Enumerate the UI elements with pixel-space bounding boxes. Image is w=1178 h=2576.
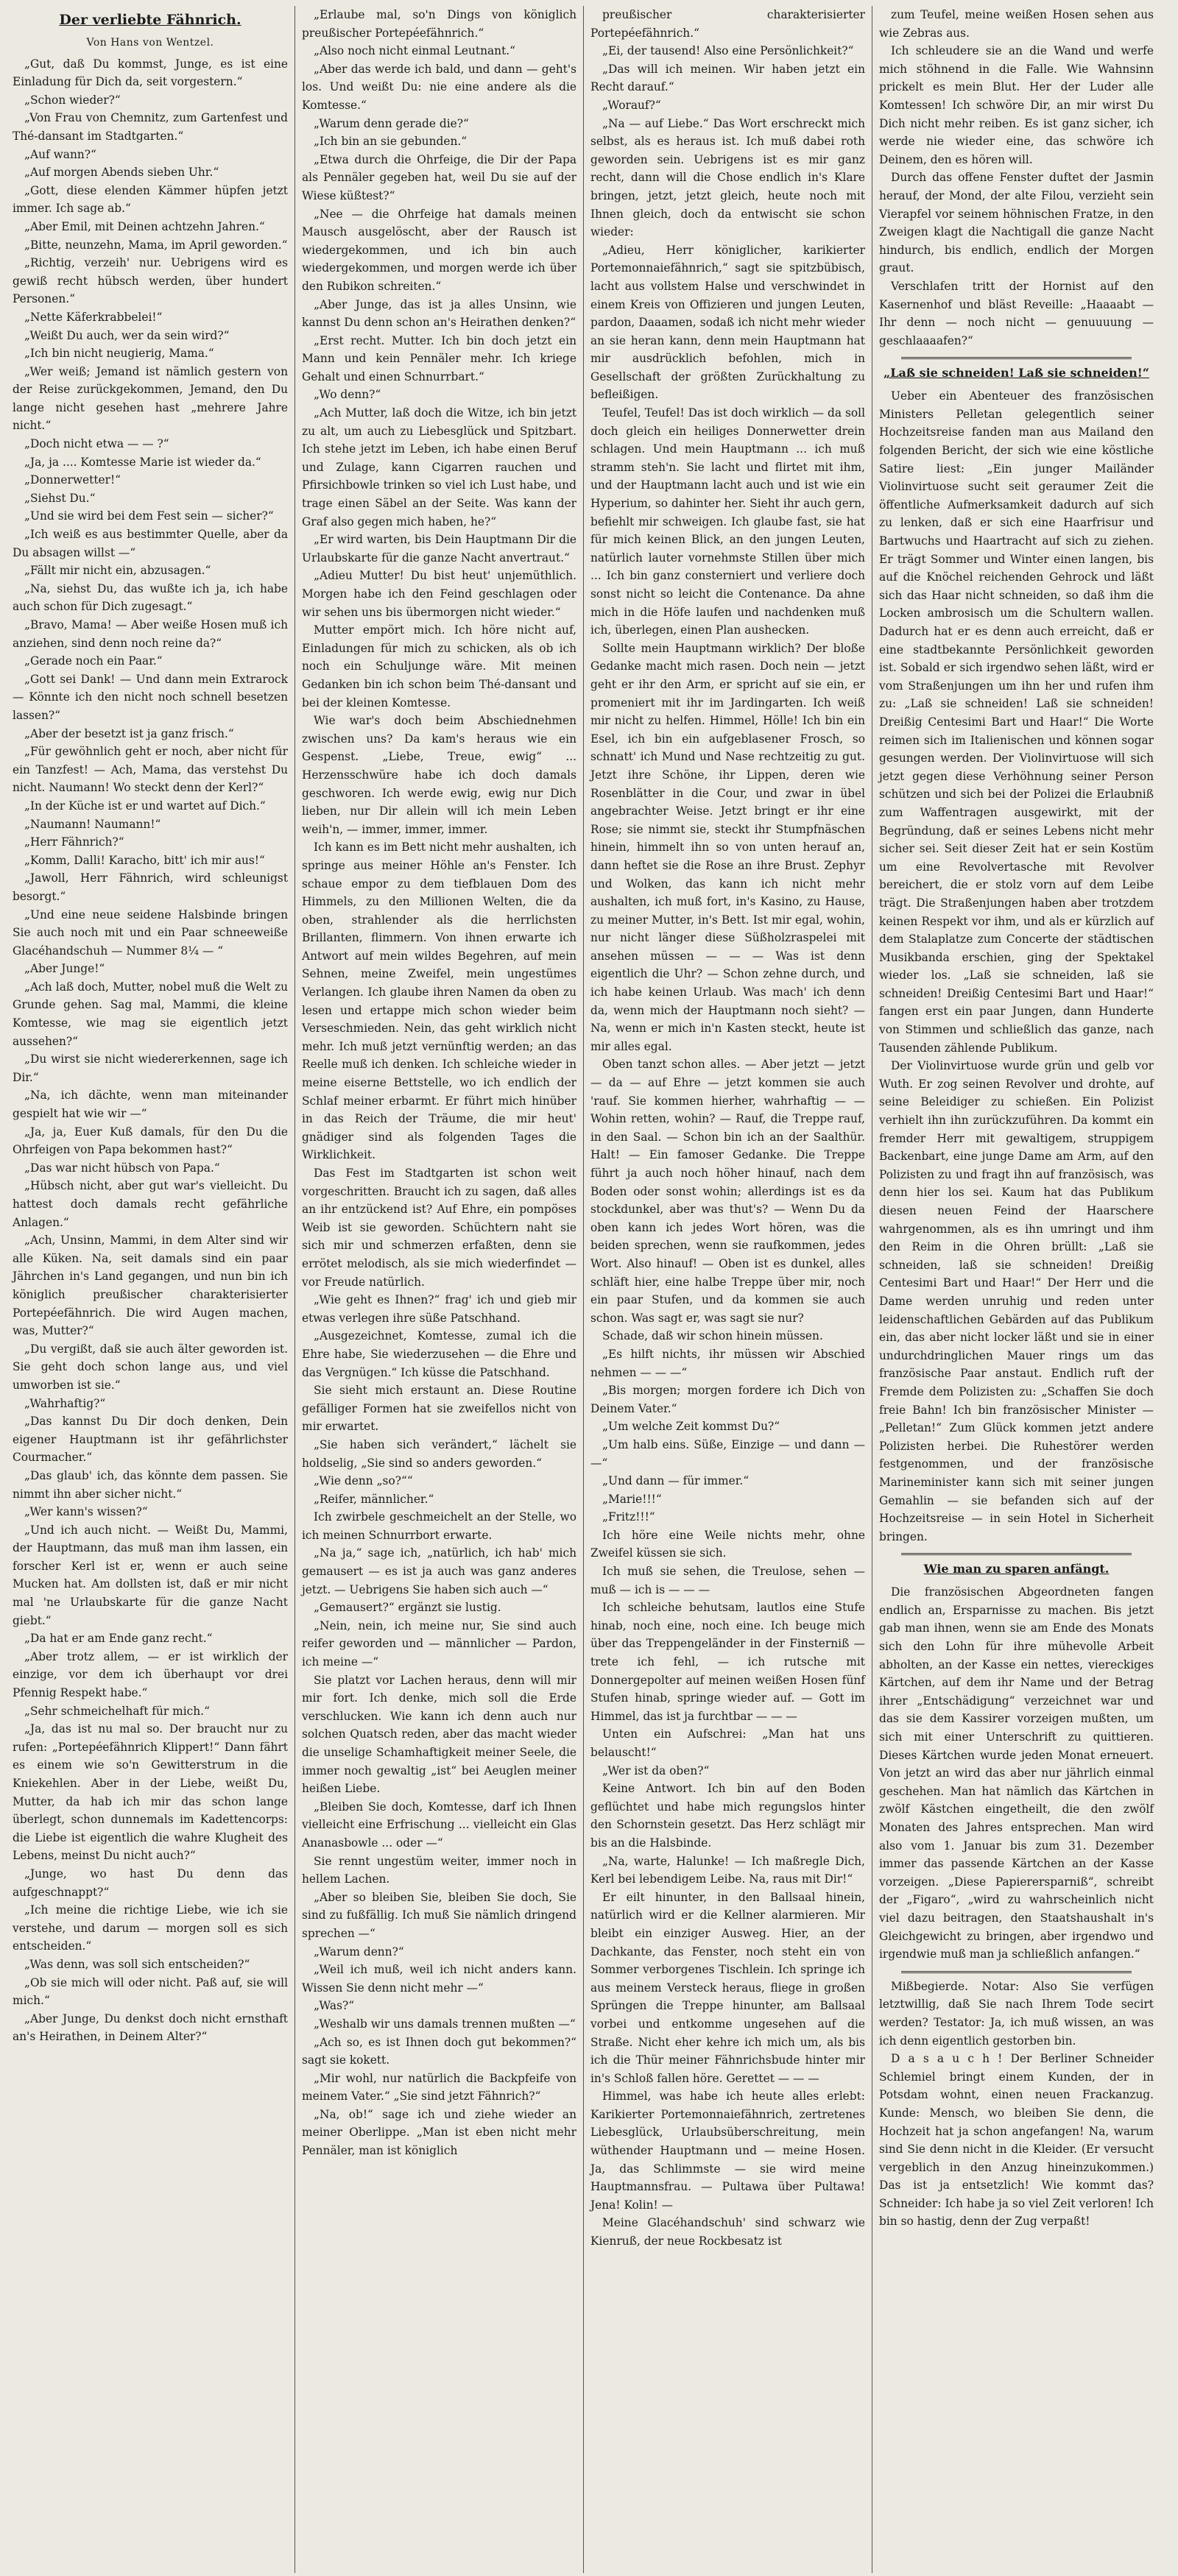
paragraph: „Aber Junge, das ist ja alles Unsinn, wie kannst Du denn schon an's Heirathen denken?“ xyxy=(302,297,576,330)
paragraph: „Gerade noch ein Paar.“ xyxy=(24,654,163,668)
paragraph: „Um welche Zeit kommst Du?“ xyxy=(602,1420,780,1434)
paragraph: „Erlaube mal, so'n Dings von königlich preußischer Portepéefähnrich.“ xyxy=(302,8,576,40)
article-haircut-text xyxy=(879,387,1154,1546)
paragraph: „Nette Käferkrabbelei!“ xyxy=(24,310,163,324)
article-saving-text xyxy=(879,1583,1154,1963)
paragraph: „Gut, daß Du kommst, Junge, es ist eine Einladung für Dich da, seit vorgestern.“ xyxy=(13,57,288,89)
paragraph: „Nee — die Ohrfeige hat damals meinen Mausch ausgelöscht, aber der Rausch ist wiedergekommen, und ich bin auch wiedergekommen, und morgen werde ich über den Rubikon schreiten.“ xyxy=(302,207,576,293)
paragraph: „Wer weiß; Jemand ist nämlich gestern von der Reise zurückgekommen, Jemand, den Du lange nicht gesehen hast „mehrere Jahre nicht.“ xyxy=(13,364,288,433)
paragraph: „Ich bin nicht neugierig, Mama.“ xyxy=(24,347,214,361)
paragraph: „Nein, nein, ich meine nur, Sie sind auch reifer geworden und — männlicher — Pardon, ich meine —“ xyxy=(302,1618,576,1669)
paragraph: „Erst recht. Mutter. Ich bin doch jetzt ein Mann und kein Pennäler mehr. Ich kriege Gehalt und einen Schnurrbart.“ xyxy=(302,333,576,383)
paragraph: „Aber Emil, mit Deinen achtzehn Jahren.“ xyxy=(24,219,265,233)
paragraph: „Fällt mir nicht ein, abzusagen.“ xyxy=(24,564,211,578)
paragraph: „Warum denn?“ xyxy=(314,1945,404,1958)
section-divider xyxy=(901,357,1132,359)
paragraph: Verschlafen tritt der Hornist auf den Kasernenhof und bläst Reveille: „Haaaabt — Ihr denn — noch nicht — genuuuung — geschlaaaafen?“ xyxy=(879,279,1154,347)
paragraph: „Das will ich meinen. Wir haben jetzt ein Recht darauf.“ xyxy=(590,62,865,94)
paragraph: „Adieu Mutter! Du bist heut' unjemüthlich. Morgen habe ich den Feind geschlagen oder wir sehen uns bis übermorgen nicht wieder.“ xyxy=(302,569,576,619)
section-divider xyxy=(901,1971,1132,1973)
paragraph: „Gott, diese elenden Kämmer hüpfen jetzt immer. Ich sage ab.“ xyxy=(13,183,288,216)
paragraph: „Bitte, neunzehn, Mama, im April geworden.“ xyxy=(24,238,288,252)
paragraph: „Wo denn?“ xyxy=(314,388,381,402)
paragraph: „Aber der besetzt ist ja ganz frisch.“ xyxy=(24,726,234,740)
paragraph: „Adieu, Herr königlicher, karikierter Portemonnaiefähnrich,“ sagt sie spitzbübisch, lacht aus vollstem Halse und verschwindet in einem Kreis von Offizieren und jungen Leuten, pardon, Daaamen, sodaß ich nicht mehr wieder an sie heran kann, denn mein Hauptmann hat mir ausdrücklich befohlen, mich in Gesellschaft der größten Zurückhaltung zu befleißigen. xyxy=(590,243,865,402)
column-1 xyxy=(6,6,294,2573)
paragraph: Schade, daß wir schon hinein müssen. xyxy=(602,1329,823,1343)
paragraph: „Wie denn „so?““ xyxy=(314,1474,413,1488)
paragraph: Meine Glacéhandschuh' sind schwarz wie Kienruß, der neue Rockbesatz ist xyxy=(590,2216,865,2248)
misc-anecdotes xyxy=(879,1978,1154,2231)
paragraph: „Etwa durch die Ohrfeige, die Dir der Papa als Pennäler gegeben hat, weil Du sie auf der Wiese küßtest?“ xyxy=(302,152,576,202)
paragraph: preußischer charakterisierter Portepéefähnrich.“ xyxy=(590,8,865,40)
paragraph: „Auf wann?“ xyxy=(24,147,96,161)
paragraph: „Das kannst Du Dir doch denken, Dein eigener Hauptmann ist ihr gefährlichster Courmacher.“ xyxy=(13,1415,288,1465)
paragraph: „Aber Junge, Du denkst doch nicht ernsthaft an's Heirathen, in Deinem Alter?“ xyxy=(13,2011,288,2044)
paragraph: Unten ein Aufschrei: „Man hat uns belauscht!“ xyxy=(590,1727,865,1759)
paragraph: „Junge, wo hast Du denn das aufgeschnappt?“ xyxy=(13,1866,288,1899)
paragraph: „Ich weiß es aus bestimmter Quelle, aber da Du absagen willst —“ xyxy=(13,528,288,559)
paragraph: „Da hat er am Ende ganz recht.“ xyxy=(24,1632,213,1646)
paragraph: „Du vergißt, daß sie auch älter geworden ist. Sie geht doch schon lange aus, und viel umworben ist sie.“ xyxy=(13,1342,288,1392)
paragraph: „Na, warte, Halunke! — Ich maßregle Dich, Kerl bei lebendigem Leibe. Na, raus mit Dir!“ xyxy=(590,1854,865,1886)
paragraph: „In der Küche ist er und wartet auf Dich.“ xyxy=(24,799,266,813)
paragraph: zum Teufel, meine weißen Hosen sehen aus wie Zebras aus. xyxy=(879,8,1154,40)
paragraph: „Gemausert?“ ergänzt sie lustig. xyxy=(314,1601,501,1615)
paragraph: Oben tanzt schon alles. — Aber jetzt — jetzt — da — auf Ehre — jetzt kommen sie auch 'rauf. Sie kommen hierher, wahrhaftig — — Wohin retten, wohin? — Rauf, die Treppe rauf, in den Saal. — Schon bin ich an der Saalthür. Halt! — Ein famoser Gedanke. Die Treppe führt ja auch noch höher hinauf, nach dem Boden oder sonst wohin; allerdings ist es da stockdunkel, aber was thut's? — Wenn Du da oben kann ich jedes Wort hören, was die beiden sprechen, wenn sie raufkommen, jedes Wort. Also hinauf! — Oben ist es dunkel, alles schläft hier, eine halbe Treppe über mir, noch ein paar Stufen, und da kommen sie auch schon. Was sagt er, was sagt sie nur? xyxy=(590,1058,865,1325)
paragraph: „Ach so, es ist Ihnen doch gut bekommen?“ sagt sie kokett. xyxy=(302,2035,576,2067)
paragraph: „Aber Junge!“ xyxy=(24,962,105,976)
column-2 xyxy=(294,6,583,2573)
paragraph: „Von Frau von Chemnitz, zum Gartenfest und Thé-dansant im Stadtgarten.“ xyxy=(13,111,288,143)
paragraph: Durch das offene Fenster duftet der Jasmin herauf, der Mond, der alte Filou, verzieht sein Vierapfel vor seinem höhnischen Fratze, in den Zweigen klagt die Nachtigall die ganze Nacht hindurch, bis endlich, endlich der Morgen graut. xyxy=(879,171,1154,275)
paragraph: „Ja, das ist nu mal so. Der braucht nur zu rufen: „Portepéefähnrich Klippert!“ Dann fährt es einem wie so'n Gewitterstrum in die Kniekehlen. Aber in der Liebe, weißt Du, Mutter, da hab ich mir das schon lange überlegt, schon dunnemals im Kadettencorps: die Liebe ist eigentlich die wahre Klugheit des Lebens, meinst Du nicht auch?“ xyxy=(13,1722,288,1863)
paragraph: „Na, siehst Du, das wußte ich ja, ich habe auch schon für Dich zugesagt.“ xyxy=(13,581,288,614)
paragraph: „Schon wieder?“ xyxy=(24,93,121,107)
story-title: Der verliebte Fähnrich. xyxy=(59,12,241,28)
paragraph: „Er wird warten, bis Dein Hauptmann Dir die Urlaubskarte für die ganze Nacht anvertraut.“ xyxy=(302,533,576,565)
paragraph: „Weil ich muß, weil ich nicht anders kann. Wissen Sie denn nicht mehr —“ xyxy=(302,1963,576,1995)
article-headline-haircut: „Laß sie schneiden! Laß sie schneiden!“ xyxy=(884,366,1149,381)
paragraph: Teufel, Teufel! Das ist doch wirklich — da soll doch gleich ein heiliges Donnerwetter drein schlagen. Und mein Hauptmann ... ich muß stramm steh'n. Sie lacht und flirtet mit ihm, und der Hauptmann lacht auch und ist wie ein Hyperium, so dahinter her. Sieht ihr auch gern, befiehlt mir schweigen. Ich glaube fast, sie hat für mich keinen Blick, an den jungen Leuten, natürlich lauter vornehmste Stillen über mich ... Ich bin ganz consterniert und verliere doch sonst nicht so leicht die Contenance. Da ahne mich in die Höfe laufen und nachdenken muß ich, überlegen, einen Plan aushecken. xyxy=(590,406,865,637)
paragraph: „Und ich auch nicht. — Weißt Du, Mammi, der Hauptmann, das muß man ihm lassen, ein forscher Kerl ist er, wenn er auch seine Mucken hat. Am dollsten ist, daß er mir nicht mal 'ne Urlaubskarte für die ganze Nacht giebt.“ xyxy=(13,1523,288,1627)
paragraph: Die französischen Abgeordneten fangen endlich an, Ersparnisse zu machen. Bis jetzt gab man ihnen, wenn sie am Ende des Monats sich den Lohn für ihre mühevolle Arbeit abholten, an der Kasse ein nettes, viereckiges Kärtchen, auf dem ihr Name und der Betrag ihrer „Entschädigung“ verzeichnet war und das sie dem Kassirer vorzeigen mußten, um sich mit einer Unterschrift zu quittieren. Dieses Kärtchen wurde jeden Monat erneuert. Von jetzt an wird das aber nur jährlich einmal geschehen. Man hat nämlich das Kärtchen in zwölf Kästchen eingetheilt, die den zwölf Monaten des Jahres entsprechen. Man wird also vom 1. Januar bis zum 31. Dezember immer das passende Kärtchen an der Kasse vorzeigen. „Diese Papierersparniß“, schreibt der „Figaro“, „wird zu wahrscheinlich nicht viel dazu beitragen, den Staatshaushalt in's Gleichgewicht zu bringen, aber irgendwo und irgendwie muß man ja schließlich anfangen.“ xyxy=(879,1585,1154,1961)
paragraph: „Wie geht es Ihnen?“ frag' ich und gieb mir etwas verlegen ihre süße Patschhand. xyxy=(302,1293,576,1325)
paragraph: Sie platzt vor Lachen heraus, denn will mir mir fort. Ich denke, mich soll die Erde verschlucken. Wie kann ich denn auch nur solchen Quatsch reden, aber das macht wieder die unselige Schamhaftigkeit meiner Seele, die immer noch gewaltig „ist“ bei Aeuglen meiner heißen Liebe. xyxy=(302,1673,576,1796)
paragraph: Himmel, was habe ich heute alles erlebt: Karikierter Portemonnaiefähnrich, zertretenes Liebesglück, Urlaubsüberschreitung, mein wüthender Hauptmann und — meine Hosen. Ja, das Schlimmste — sie wird meine Hauptmannsfrau. — Pultawa über Pultawa! Jena! Kolin! — xyxy=(590,2090,865,2212)
paragraph: „Wer ist da oben?“ xyxy=(602,1763,710,1777)
paragraph: „Aber das werde ich bald, und dann — geht's los. Und weißt Du: nie eine andere als die Komtesse.“ xyxy=(302,62,576,112)
paragraph: „Ich bin an sie gebunden.“ xyxy=(314,135,468,149)
paragraph: „Doch nicht etwa — — ?“ xyxy=(24,437,169,451)
paragraph: „Sehr schmeichelhaft für mich.“ xyxy=(24,1704,210,1718)
paragraph: „Worauf?“ xyxy=(602,98,661,112)
paragraph: „Na — auf Liebe.“ Das Wort erschreckt mich selbst, als es heraus ist. Ich muß dabei roth geworden sein. Uebrigens ist es mir ganz recht, dann will die Chose endlich in's Klare bringen, jetzt, jetzt gleich, heute noch mit Ihnen gleich, doch da entwischt sie schon wieder: xyxy=(590,116,865,239)
paragraph: Ich muß sie sehen, die Treulose, sehen — muß — ich is — — — xyxy=(590,1565,865,1596)
paragraph: Der Violinvirtuose wurde grün und gelb vor Wuth. Er zog seinen Revolver und drohte, auf seine Beleidiger zu schießen. Ein Polizist verhielt ihn ihn zurückzuführen. Da kommt ein fremder Herr mit gewaltigem, struppigem Backenbart, eine junge Dame am Arm, auf den Polizisten zu und fragt ihn auf französisch, was denn hier los sei. Kaum hat das Publikum diesen neuen Feind der Haarschere wahrgenommen, als es ihn umringt und ihm den Reim in die Ohren brüllt: „Laß sie schneiden, laß sie schneiden! Dreißig Centesimi Bart und Haar!“ Der Herr und die Dame werden unruhig und reden unter leidenschaftlichen Gebärden auf das Publikum ein, das aber nicht locker läßt und sie in einer undurchdringlichen Mauer rings um das französische Paar anstaut. Endlich ruft der Fremde dem Polizisten zu: „Schaffen Sie doch freie Bahn! Ich bin französischer Minister — „Pelletan!“ Zum Glück kommen jetzt andere Polizisten herbei. Die Ruhestörer werden festgenommen, und der französische Marineminister kann sich mit seiner jungen Gemahlin — sie befanden sich auf der Hochzeitsreise — in sein Hotel in Sicherheit bringen. xyxy=(879,1059,1154,1543)
paragraph: D a s a u c h ! Der Berliner Schneider Schlemiel bringt einem Kunden, der in Potsdam wohnt, einen neuen Frackanzug. Kunde: Mensch, wo bleiben Sie denn, die Hochzeit hat ja schon angefangen! Na, warum sind Sie denn nicht in die Kleider. (Er versucht vergeblich in den Anzug hineinzukommen.) Das ist ja entsetzlich! Wie kommt das? Schneider: Ich habe ja so viel Zeit verloren! Ich bin so hastig, denn der Zug verpaßt! xyxy=(879,2052,1154,2229)
column-3 xyxy=(583,6,872,2573)
paragraph: „Ei, der tausend! Also eine Persönlichkeit?“ xyxy=(602,44,854,58)
paragraph: Wie war's doch beim Abschiednehmen zwischen uns? Da kam's heraus wie ein Gespenst. „Liebe, Treue, ewig“ ... Herzensschwüre habe ich doch damals geschworen. Ich werde ewig, ewig nur Dich lieben, nur Dir allein will ich mein Leben weih'n, — immer, immer, immer. xyxy=(302,714,576,836)
paragraph: „Mir wohl, nur natürlich die Backpfeife von meinem Vater.“ „Sie sind jetzt Fähnrich?“ xyxy=(302,2071,576,2103)
paragraph: „Ach, Unsinn, Mammi, in dem Alter sind wir alle Küken. Na, seit damals sind ein paar Jährchen in's Land gegangen, und nun bin ich königlich preußischer charakterisierter Portepéefähnrich. Die wird Augen machen, was, Mutter?“ xyxy=(13,1234,288,1338)
paragraph: „Hübsch nicht, aber gut war's vielleicht. Du hattest doch damals recht gefährliche Anlagen.“ xyxy=(13,1179,288,1229)
paragraph: „Bravo, Mama! — Aber weiße Hosen muß ich anziehen, sind denn noch reine da?“ xyxy=(13,618,288,650)
paragraph: „Ach laß doch, Mutter, nobel muß die Welt zu Grunde gehen. Sag mal, Mammi, die kleine Komtesse, wie mag sie eigentlich jetzt aussehen?“ xyxy=(13,980,288,1048)
paragraph: „Ich meine die richtige Liebe, wie ich sie verstehe, und darum — morgen soll es sich entscheiden.“ xyxy=(13,1903,288,1953)
paragraph: „Für gewöhnlich geht er noch, aber nicht für ein Tanzfest! — Ach, Mama, das verstehst Du nicht. Naumann! Wo steckt denn der Kerl?“ xyxy=(13,745,288,795)
paragraph: „Bis morgen; morgen fordere ich Dich von Deinem Vater.“ xyxy=(590,1384,865,1415)
paragraph: „Donnerwetter!“ xyxy=(24,473,121,487)
paragraph: „Naumann! Naumann!“ xyxy=(24,817,161,831)
paragraph: „Siehst Du.“ xyxy=(24,491,96,505)
paragraph: „Na ja,“ sage ich, „natürlich, ich hab' mich gemausert — es ist ja auch was ganz anderes jetzt. — Uebrigens Sie haben sich auch —“ xyxy=(302,1546,576,1596)
paragraph: „Ja, ja .... Komtesse Marie ist wieder da.“ xyxy=(24,455,261,469)
paragraph: „Ausgezeichnet, Komtesse, zumal ich die Ehre habe, Sie wiederzusehen — die Ehre und das Vergnügen.“ Ich küsse die Patschhand. xyxy=(302,1329,576,1379)
paragraph: „Das war nicht hübsch von Papa.“ xyxy=(24,1161,220,1175)
paragraph: Sie rennt ungestüm weiter, immer noch in hellem Lachen. xyxy=(302,1854,576,1886)
paragraph: Ich höre eine Weile nichts mehr, ohne Zweifel küssen sie sich. xyxy=(590,1528,865,1560)
paragraph: „Richtig, verzeih' nur. Uebrigens wird es gewiß recht hübsch werden, über hundert Personen.“ xyxy=(13,256,288,306)
paragraph: „Also noch nicht einmal Leutnant.“ xyxy=(314,44,516,58)
paragraph: „Jawoll, Herr Fähnrich, wird schleunigst besorgt.“ xyxy=(13,871,288,903)
paragraph: „Bleiben Sie doch, Komtesse, darf ich Ihnen vielleicht eine Erfrischung ... vielleicht ein Glas Ananasbowle ... oder —“ xyxy=(302,1800,576,1850)
paragraph: Ueber ein Abenteuer des französischen Ministers Pelletan gelegentlich seiner Hochzeitsreise fanden man aus Mailand den folgenden Bericht, der sich wie eine köstliche Satire liest: „Ein junger Mailänder Violinvirtuose sucht seit geraumer Zeit die öffentliche Aufmerksamkeit dadurch auf sich zu lenken, daß er sich eine Haarfrisur und Bartwuchs und Haartracht auf sich zu ziehen. Er trägt Sommer und Winter einen langen, bis auf die Knöchel reichenden Gehrock und läßt sich das Haar nicht schneiden, so daß ihm die Locken ambrosisch um die Schultern wallen. Dadurch hat er es denn auch erreicht, daß er eine stadtbekannte Persönlichkeit geworden ist. Sobald er sich irgendwo sehen läßt, wird er vom Straßenjungen um ihn her und rufen ihm zu: „Laß sie schneiden! Laß sie schneiden! Dreißig Centesimi Bart und Haar!“ Die Worte reimen sich im Italienischen und können sogar gesungen werden. Der Violinvirtuose will sich jetzt gegen diese Verhöhnung seiner Person schützen und sich bei der Polizei die Erlaubniß zum Waffentragen ausgewirkt, mit der Begründung, daß er seines Lebens nicht mehr sicher sei. Seit dieser Zeit hat er sein Kostüm um eine Revolvertasche mit Revolver bereichert, die er stolz vorn auf dem Leibe trägt. Die Straßenjungen haben aber trotzdem keinen Respekt vor ihm, und als er kürzlich auf dem Stalaplatze zum Concerte der städtischen Musikbanda erschien, ging der Spektakel wieder los. „Laß sie schneiden, laß sie schneiden! Dreißig Centesimi Bart und Haar!“ fangen erst ein paar Jungen, dann Hunderte von Stimmen und schließlich das ganze, nach Tausenden zählende Publikum. xyxy=(879,389,1154,1055)
paragraph: „Reifer, männlicher.“ xyxy=(314,1492,434,1506)
column-4 xyxy=(872,6,1160,2573)
paragraph: Sollte mein Hauptmann wirklich? Der bloße Gedanke macht mich rasen. Doch nein — jetzt geht er ihr den Arm, er spricht auf sie ein, er promeniert mit ihr im Jardingarten. Ich weiß mir nicht zu helfen. Himmel, Hölle! Ich bin ein Esel, ich bin ein aufgeblasener Frosch, so schnatt' ich Mund und Nase rechtzeitig zu gut. Jetzt ihre Schöne, ihr Lippen, deren wie Rosenblätter in die Cour, und zwar in übel angebrachter Weise. Jetzt bringt er ihr eine Rose; sie nimmt sie, steckt ihr Stumpfnäschen hinein, himmelt ihn so von unten herauf an, dann heftet sie die Rose an ihre Brust. Zephyr und Wolken, das kann ich nicht mehr aushalten, ich muß fort, in's Kasino, zu Hause, zu meiner Mutter, in's Bett. Ist mir egal, wohin, nur nicht länger diese Süßholzraspelei mit ansehen müssen — — — Was ist denn eigentlich die Uhr? — Schon zehne durch, und ich habe keinen Urlaub. Was mach' ich denn da, wenn mich der Hauptmann noch sieht? — Na, wenn er mich in'n Kasten steckt, heute ist mir alles egal. xyxy=(590,641,865,1053)
paragraph: „Fritz!!!“ xyxy=(602,1510,655,1524)
paragraph: „Und dann — für immer.“ xyxy=(602,1474,750,1488)
paragraph: Ich zwirbele geschmeichelt an der Stelle, wo ich meinen Schnurrbort erwarte. xyxy=(302,1510,576,1542)
paragraph: „Herr Fähnrich?“ xyxy=(24,835,124,849)
paragraph: „Ja, ja, Euer Kuß damals, für den Du die Ohrfeigen von Papa bekommen hast?“ xyxy=(13,1125,288,1157)
paragraph: „Ach Mutter, laß doch die Witze, ich bin jetzt zu alt, um auch zu Liebesglück und Spitzbart. Ich stehe jetzt im Leben, ich habe einen Beruf und Zulage, kann Cigarren rauchen und Pfirsichbowle trinken so viel ich Lust habe, und trage einen Säbel an der Seite. Was kann der Graf also gegen mich haben, he?“ xyxy=(302,406,576,528)
column-2-text xyxy=(302,6,576,2160)
column-1-text xyxy=(13,55,288,2046)
paragraph: „Um halb eins. Süße, Einzige — und dann — —“ xyxy=(590,1437,865,1470)
paragraph: „Was?“ xyxy=(314,1999,355,2013)
paragraph: „Es hilft nichts, ihr müssen wir Abschied nehmen — — —“ xyxy=(590,1347,865,1379)
paragraph: „Aber so bleiben Sie, bleiben Sie doch, Sie sind zu fußfällig. Ich muß Sie nämlich dringend sprechen —“ xyxy=(302,1890,576,1940)
paragraph: Ich kann es im Bett nicht mehr aushalten, ich springe aus meiner Höhle an's Fenster. Ich schaue empor zu dem tiefblauen Dom des Himmels, zu den Millionen Welten, die da oben, strahlender als die herrlichsten Brillanten, flimmern. Von ihnen erwarte ich Antwort auf mein wildes Begehren, auf mein Sehnen, meine Zweifel, mein ungestümes Verlangen. Ich glaube ihren Namen da oben zu lesen und ertappe mich schon wieder beim Verseschmieden. Nein, das geht wirklich nicht mehr. Ich muß jetzt vernünftig werden; an das Reelle muß ich denken. Ich schleiche wieder in meine eiserne Bettstelle, wo ich endlich der Schlaf meiner erbarmt. Er führt mich hinüber in das Reich der Träume, die mir heut' gnädiger sind als folgenden Tages die Wirklichkeit. xyxy=(302,841,576,1162)
paragraph: „Weißt Du auch, wer da sein wird?“ xyxy=(24,328,230,342)
paragraph: „Ob sie mich will oder nicht. Paß auf, sie will mich.“ xyxy=(13,1975,288,2008)
paragraph: „Wahrhaftig?“ xyxy=(24,1396,106,1410)
section-divider xyxy=(901,1553,1132,1555)
story-byline: Von Hans von Wentzel. xyxy=(86,37,214,49)
paragraph: „Auf morgen Abends sieben Uhr.“ xyxy=(24,166,219,180)
paragraph: Mutter empört mich. Ich höre nicht auf, Einladungen für mich zu schicken, als ob ich noch ein Schuljunge wäre. Mit meinen Gedanken bin ich schon beim Thé-dansant und bei der kleinen Komtesse. xyxy=(302,623,576,710)
paragraph: Keine Antwort. Ich bin auf den Boden geflüchtet und habe mich regungslos hinter den Schornstein gesetzt. Das Herz schlägt mir bis an die Halsbinde. xyxy=(590,1782,865,1850)
paragraph: Er eilt hinunter, in den Ballsaal hinein, natürlich wird er die Kellner alarmieren. Mir bleibt ein einziger Ausweg. Hier, an der Dachkante, das Fenster, noch steht ein von Sommer verborgenes Tischlein. Ich springe ich aus meinem Versteck heraus, fliege in großen Sprüngen die Treppe hinunter, am Ballsaal vorbei und entkomme ungesehen auf die Straße. Nicht eher kehre ich mich um, als bis ich die Thür meiner Fähnrichsbude hinter mir in's Schloß fallen höre. Gerettet — — — xyxy=(590,1890,865,2085)
paragraph: „Warum denn gerade die?“ xyxy=(314,116,469,130)
paragraph: „Und eine neue seidene Halsbinde bringen Sie auch noch mit und ein Paar schneeweiße Glacéhandschuh — Nummer 8¼ — “ xyxy=(13,907,288,958)
paragraph: „Gott sei Dank! — Und dann mein Extrarock — Könnte ich den nicht noch schnell besetzen lassen?“ xyxy=(13,672,288,722)
paragraph: „Sie haben sich verändert,“ lächelt sie holdselig, „Sie sind so anders geworden.“ xyxy=(302,1437,576,1470)
paragraph: Mißbegierde. Notar: Also Sie verfügen letztwillig, daß Sie nach Ihrem Tode secirt werden? Testator: Ja, ich muß wissen, an was ich denn eigentlich gestorben bin. xyxy=(879,1979,1154,2048)
paragraph: Ich schleiche behutsam, lautlos eine Stufe hinab, noch eine, noch eine. Ich beuge mich über das Treppengeländer in der Finsterniß — trete ich fehl, — ich rutsche mit Donnergepolter auf meinen weißen Hosen fünf Stufen hinab, springe wieder auf. — Gott im Himmel, das ist ja furchtbar — — — xyxy=(590,1601,865,1723)
paragraph: „Na, ob!“ sage ich und ziehe wieder an meiner Oberlippe. „Man ist eben nicht mehr Pennäler, man ist königlich xyxy=(302,2107,576,2158)
paragraph: Sie sieht mich erstaunt an. Diese Routine gefälliger Formen hat sie zweifellos nicht von mir erwartet. xyxy=(302,1384,576,1434)
article-headline-saving: Wie man zu sparen anfängt. xyxy=(923,1562,1110,1577)
paragraph: „Und sie wird bei dem Fest sein — sicher?“ xyxy=(24,509,274,523)
paragraph: „Du wirst sie nicht wiedererkennen, sage ich Dir.“ xyxy=(13,1052,288,1084)
paragraph: Ich schleudere sie an die Wand und werfe mich stöhnend in die Falle. Wie Wahnsinn prickelt es mein Blut. Her der Luder alle Komtessen! Ich schwöre Dir, an mir wirst Du Dich nicht mehr reiben. Es ist ganz sicher, ich werde nie wieder eine, das schwöre ich Deinem, den es hören will. xyxy=(879,44,1154,166)
paragraph: „Marie!!!“ xyxy=(602,1492,662,1506)
paragraph: „Weshalb wir uns damals trennen mußten —“ xyxy=(314,2017,576,2031)
column-3-text xyxy=(590,6,865,2251)
paragraph: „Wer kann's wissen?“ xyxy=(24,1505,148,1519)
paragraph: „Das glaub' ich, das könnte dem passen. Sie nimmt ihn aber sicher nicht.“ xyxy=(13,1468,288,1501)
paragraph: „Komm, Dalli! Karacho, bitt' ich mir aus!“ xyxy=(24,853,265,867)
paragraph: „Aber trotz allem, — er ist wirklich der einzige, vor dem ich überhaupt vor drei Pfennig Respekt habe.“ xyxy=(13,1649,288,1700)
paragraph: Das Fest im Stadtgarten ist schon weit vorgeschritten. Braucht ich zu sagen, daß alles an ihr entzückend ist? Auf Ehre, ein pompöses Weib ist sie geworden. Schüchtern naht sie sich mir und schmerzen erfaßten, denn sie errötet melodisch, als sie mich wiederfindet — vor Freude natürlich. xyxy=(302,1167,576,1289)
paragraph: „Na, ich dächte, wenn man miteinander gespielt hat wie wir —“ xyxy=(13,1089,288,1121)
column-4-text xyxy=(879,6,1154,350)
paragraph: „Was denn, was soll sich entscheiden?“ xyxy=(24,1957,250,1971)
